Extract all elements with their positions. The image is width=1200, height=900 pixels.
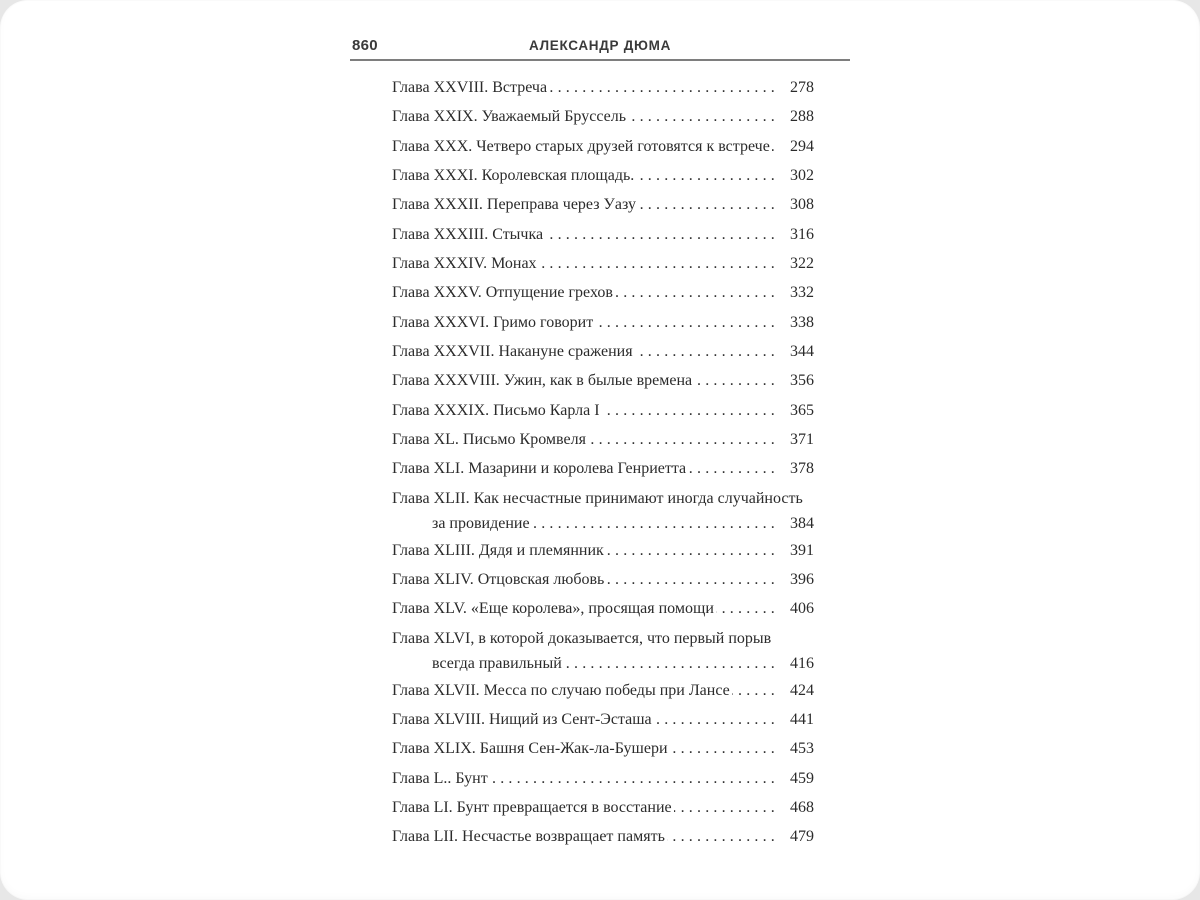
toc-leader-dots	[635, 337, 779, 366]
toc-entry	[392, 536, 814, 565]
toc-entry	[392, 278, 814, 307]
toc-entry-page: 294	[790, 137, 814, 155]
toc-entry	[392, 484, 814, 536]
toc-entry	[392, 308, 814, 337]
toc-leader-dots	[545, 220, 779, 249]
toc-entry-title: Глава XXXIX. Письмо Карла I	[392, 401, 600, 419]
toc-entry-page: 338	[790, 313, 814, 331]
toc-entry-page: 479	[790, 828, 814, 846]
toc-entry	[392, 676, 814, 705]
page-header	[350, 38, 850, 61]
toc-entry-continuation	[392, 653, 814, 676]
toc-leader-dots	[772, 132, 779, 161]
toc-entry-page: 396	[790, 571, 814, 588]
toc-entry-page: 371	[790, 431, 814, 449]
toc-leader-dots	[564, 653, 779, 676]
toc-leader-dots	[670, 734, 779, 763]
toc-entry-page: 278	[790, 79, 814, 96]
toc-leader-dots	[602, 396, 779, 425]
toc-entry	[392, 366, 814, 395]
toc-entry-title: Глава XLVIII. Нищий из Сент-Эсташа	[392, 710, 652, 728]
toc-entry-title: Глава XXIX. Уважаемый Бруссель	[392, 108, 626, 126]
toc-leader-dots	[615, 278, 779, 307]
toc-entry-title: Глава XXXII. Переправа через Уазу	[392, 196, 636, 214]
toc-entry-page: 302	[790, 167, 814, 185]
toc-entry-page: 391	[790, 541, 814, 559]
toc-entry-title: Глава XXXVI. Гримо говорит	[392, 313, 594, 331]
toc-entry	[392, 190, 814, 219]
toc-entry-page: 424	[790, 681, 814, 699]
toc-leader-dots	[588, 425, 779, 454]
toc-entry	[392, 793, 814, 822]
toc-entry	[392, 705, 814, 734]
toc-entry-title: Глава XLVII. Месса по случаю победы при Лансе	[392, 681, 730, 699]
toc-entry-title-line2: за провидение	[432, 515, 530, 533]
toc-entry-title: Глава XLIII. Дядя и племянник	[392, 541, 604, 559]
toc-leader-dots	[490, 764, 779, 793]
toc-entry	[392, 565, 814, 594]
toc-entry	[392, 624, 814, 676]
toc-entry-title: Глава XXXIV. Монах	[392, 255, 537, 273]
toc-entry-title: Глава XLII. Как несчастные принимают иногда случайность	[392, 489, 803, 507]
toc-leader-dots	[688, 454, 779, 483]
toc-entry-title: Глава XL. Письмо Кромвеля	[392, 431, 586, 449]
toc-leader-dots	[667, 822, 779, 851]
toc-entry	[392, 822, 814, 851]
toc-entry	[392, 396, 814, 425]
toc-leader-dots	[539, 249, 779, 278]
toc-leader-dots	[638, 190, 779, 219]
toc-entry-title: Глава XXXI. Королевская площадь.	[392, 167, 635, 185]
toc-leader-dots	[732, 676, 779, 705]
toc-leader-dots	[532, 513, 779, 536]
toc-entry	[392, 337, 814, 366]
toc-entry-title: Глава LI. Бунт превращается в восстание	[392, 798, 672, 816]
toc-entry-page: 468	[790, 798, 814, 816]
toc-entry	[392, 102, 814, 131]
folio-page-number: 860	[352, 37, 378, 54]
toc-entry-page: 378	[790, 460, 814, 478]
toc-leader-dots	[716, 594, 779, 623]
running-head: АЛЕКСАНДР ДЮМА	[528, 38, 672, 53]
toc-entry	[392, 220, 814, 249]
toc-leader-dots	[674, 793, 779, 822]
toc-entry	[392, 764, 814, 793]
toc-leader-dots	[595, 308, 779, 337]
toc-leader-dots	[606, 565, 779, 594]
toc-entry	[392, 734, 814, 763]
toc-entry-continuation	[392, 513, 814, 536]
toc-entry-page: 316	[790, 225, 814, 243]
toc-entry	[392, 454, 814, 483]
toc-entry-title: Глава XLVI, в которой доказывается, что первый порыв	[392, 629, 772, 647]
toc-entry-title: Глава XLI. Мазарини и королева Генриетта	[392, 460, 687, 478]
toc-entry-title: Глава XLIV. Отцовская любовь	[392, 571, 605, 588]
toc-entry	[392, 594, 814, 623]
toc-entry-title: Глава XLV. «Еще королева», просящая помощи	[392, 600, 714, 618]
toc-entry-title: Глава XXXVII. Накануне сражения	[392, 343, 633, 361]
toc-entry	[392, 425, 814, 454]
table-of-contents	[392, 73, 814, 852]
toc-entry-title: Глава LII. Несчастье возвращает память	[392, 828, 665, 846]
toc-entry-title: Глава XLIX. Башня Сен-Жак-ла-Бушери	[392, 740, 668, 758]
toc-leader-dots	[628, 102, 779, 131]
toc-entry-title: Глава XXXVIII. Ужин, как в былые времена	[392, 372, 693, 390]
toc-leader-dots	[636, 161, 779, 190]
toc-entry-page: 365	[790, 401, 814, 419]
toc-entry	[392, 73, 814, 102]
toc-entry-page: 308	[790, 196, 814, 214]
toc-entry-title: Глава XXXV. Отпущение грехов	[392, 284, 613, 302]
toc-entry-page: 356	[790, 372, 814, 390]
toc-entry-page: 384	[790, 515, 814, 533]
toc-leader-dots	[694, 366, 779, 395]
toc-entry-page: 441	[790, 710, 814, 728]
toc-entry	[392, 249, 814, 278]
page-sheet	[350, 0, 850, 900]
toc-leader-dots	[549, 73, 779, 102]
toc-entry-title: Глава L.. Бунт	[392, 769, 488, 787]
toc-entry-page: 344	[790, 343, 814, 361]
toc-entry	[392, 132, 814, 161]
toc-leader-dots	[654, 705, 779, 734]
toc-leader-dots	[606, 536, 779, 565]
toc-entry-page: 322	[790, 255, 814, 273]
toc-entry	[392, 161, 814, 190]
toc-entry-title-line2: всегда правильный	[432, 655, 562, 673]
toc-entry-page: 406	[790, 600, 814, 618]
toc-entry-page: 453	[790, 740, 814, 758]
toc-entry-page: 459	[790, 769, 814, 787]
toc-entry-title: Глава XXXIII. Стычка	[392, 225, 544, 243]
toc-entry-title: Глава XXX. Четверо старых друзей готовятся к встрече	[392, 137, 770, 155]
toc-entry-title: Глава XXVIII. Встреча	[392, 79, 548, 96]
toc-entry-page: 288	[790, 108, 814, 126]
toc-entry-page: 416	[790, 655, 814, 673]
toc-entry-page: 332	[790, 284, 814, 302]
